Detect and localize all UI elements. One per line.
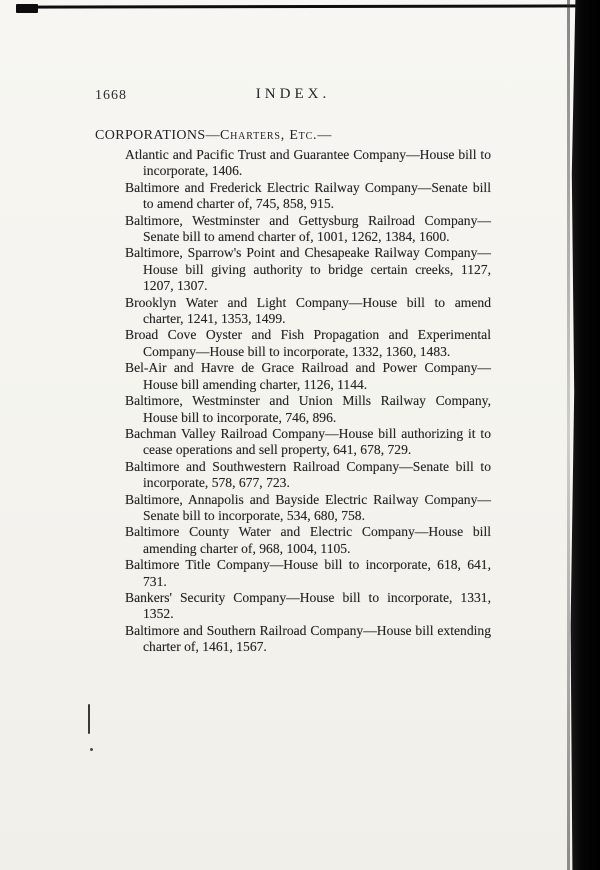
scan-margin-mark xyxy=(88,704,90,734)
scan-right-edge-artifact xyxy=(570,0,600,870)
index-entry: Baltimore and Southern Railroad Company—House bill extending charter of, 1461, 1567. xyxy=(125,622,491,655)
scan-corner-mark xyxy=(16,4,38,13)
section-heading-main: CORPORATIONS xyxy=(95,128,206,143)
index-entry: Baltimore and Frederick Electric Railway Company—Senate bill to amend charter of, 745, 858, 915. xyxy=(125,179,491,212)
scan-margin-dot xyxy=(90,748,93,751)
page-number: 1668 xyxy=(95,88,127,103)
page-header xyxy=(95,86,491,106)
index-entry: Bankers' Security Company—House bill to incorporate, 1331, 1352. xyxy=(125,589,491,622)
index-entry: Baltimore Title Company—House bill to incorporate, 618, 641, 731. xyxy=(125,557,491,589)
index-entry: Bel-Air and Havre de Grace Railroad and Power Company—House bill amending charter, 1126, 1144. xyxy=(125,360,491,392)
index-entry: Brooklyn Water and Light Company—House bill to amend charter, 1241, 1353, 1499. xyxy=(125,294,491,327)
scan-top-edge-artifact xyxy=(16,4,594,8)
section-heading-dash-trailing: — xyxy=(317,128,332,143)
section-heading-dash: — xyxy=(205,128,221,143)
index-entry: Broad Cove Oyster and Fish Propagation and Experimental Company—House bill to incorporate, 1332, 1360, 1483. xyxy=(125,327,491,359)
index-entry: Baltimore County Water and Electric Company—House bill amending charter of, 968, 1004, 1105. xyxy=(125,524,491,556)
index-entry-list xyxy=(95,147,491,656)
index-entry: Baltimore, Westminster and Gettysburg Railroad Company—Senate bill to amend charter of, 1001, 1262, 1384, 1600. xyxy=(125,212,491,245)
text-block xyxy=(95,86,491,656)
index-entry: Baltimore, Sparrow's Point and Chesapeake Railway Company—House bill giving authority to bridge certain creeks, 1127, 1207, 1307. xyxy=(125,245,491,294)
scan-right-edge-shadow xyxy=(567,0,570,870)
section-heading-sub: Charters, Etc. xyxy=(220,128,318,143)
index-entry: Baltimore and Southwestern Railroad Company—Senate bill to incorporate, 578, 677, 723. xyxy=(125,458,491,491)
index-entry: Baltimore, Annapolis and Bayside Electric Railway Company—Senate bill to incorporate, 534, 680, 758. xyxy=(125,491,491,523)
running-head: INDEX. xyxy=(255,86,331,102)
index-entry: Atlantic and Pacific Trust and Guarantee Company—House bill to incorporate, 1406. xyxy=(125,147,491,179)
index-entry: Bachman Valley Railroad Company—House bill authorizing it to cease operations and sell property, 641, 678, 729. xyxy=(125,425,491,458)
section-heading xyxy=(95,128,491,144)
index-entry: Baltimore, Westminster and Union Mills Railway Company, House bill to incorporate, 746, 896. xyxy=(125,393,491,425)
